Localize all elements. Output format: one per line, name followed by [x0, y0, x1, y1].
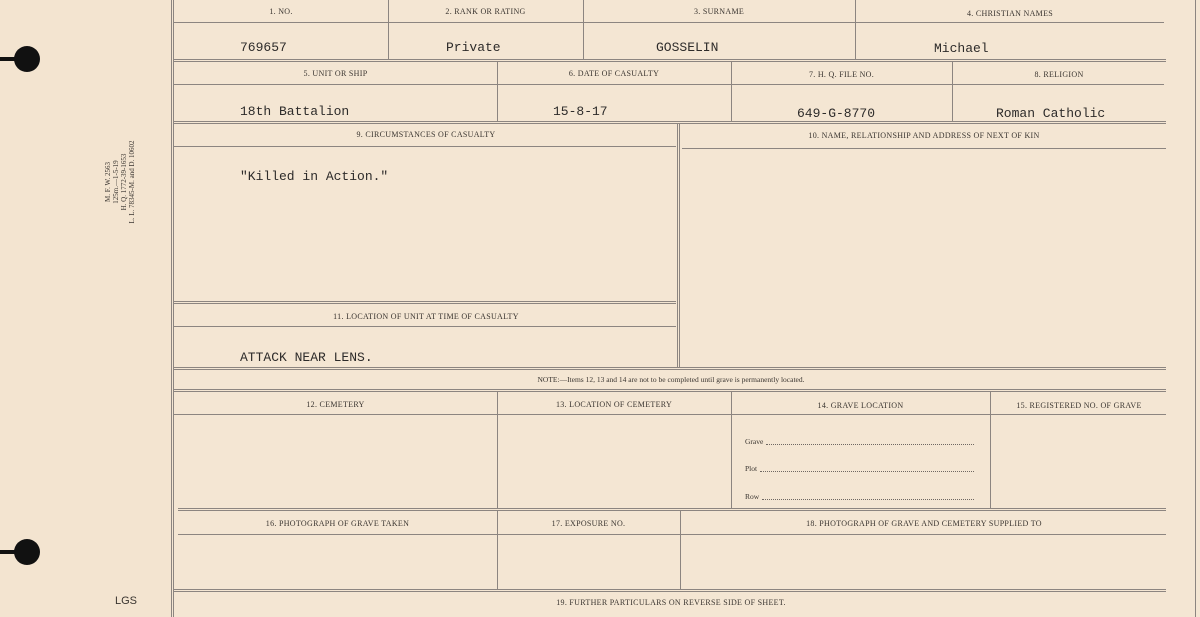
header-circumstances: 9. CIRCUMSTANCES OF CASUALTY	[356, 130, 496, 139]
punch-hole-top	[14, 46, 40, 72]
header-rank: 2. RANK OR RATING	[445, 7, 526, 16]
photo-divider-1	[497, 511, 498, 589]
form-print-code	[104, 132, 148, 232]
value-unit: 18th Battalion	[240, 104, 350, 119]
header-date-casualty: 6. DATE OF CASUALTY	[568, 69, 660, 78]
cemetery-divider-1	[497, 392, 498, 508]
value-date-casualty: 15-8-17	[553, 104, 608, 119]
row2-header-rule	[174, 84, 1164, 85]
header-photo-supplied: 18. PHOTOGRAPH OF GRAVE AND CEMETERY SUPPLIED TO	[806, 519, 1042, 528]
header-next-of-kin: 10. NAME, RELATIONSHIP AND ADDRESS OF NEXT OF KIN	[808, 131, 1040, 140]
header-registered-no: 15. REGISTERED NO. OF GRAVE	[1016, 401, 1142, 410]
value-surname: GOSSELIN	[656, 40, 719, 55]
kin-header-rule	[682, 148, 1166, 149]
header-unit: 5. UNIT OR SHIP	[303, 69, 368, 78]
header-cemetery: 12. CEMETERY	[306, 400, 365, 409]
value-regimental-no: 769657	[240, 40, 287, 55]
header-grave-location: 14. GRAVE LOCATION	[817, 401, 904, 410]
lgs-stamp: LGS	[115, 595, 138, 607]
row1-divider-3	[855, 0, 856, 59]
row2-divider-2	[731, 62, 732, 121]
value-christian-names: Michael	[934, 41, 989, 56]
note-bottom-rule	[174, 389, 1166, 392]
plot-entry-line	[760, 471, 974, 472]
frame-left-border	[171, 0, 174, 617]
header-hq-file: 7. H. Q. FILE NO.	[808, 70, 875, 79]
row2-bottom-rule	[174, 121, 1166, 124]
grave-label: Grave	[745, 437, 764, 446]
header-no: 1. NO.	[269, 7, 293, 16]
header-religion: 8. RELIGION	[1034, 70, 1084, 79]
value-circumstances: "Killed in Action."	[240, 169, 389, 184]
header-photo-taken: 16. PHOTOGRAPH OF GRAVE TAKEN	[265, 519, 410, 528]
note-top-rule	[174, 367, 1166, 370]
cemetery-divider-3	[990, 392, 991, 508]
plot-label: Plot	[745, 464, 758, 473]
photo-header-rule	[178, 534, 1166, 535]
header-surname: 3. SURNAME	[693, 7, 745, 16]
value-location-unit: ATTACK NEAR LENS.	[240, 350, 373, 365]
header-exposure: 17. EXPOSURE NO.	[551, 519, 626, 528]
cemetery-bottom-rule	[178, 508, 1166, 511]
row-label: Row	[745, 492, 760, 501]
print-code-line-1: M. F. W. 2563	[104, 162, 112, 202]
circumstances-header-rule	[174, 146, 676, 147]
cemetery-divider-2	[731, 392, 732, 508]
value-rank: Private	[446, 40, 501, 55]
circumstances-kin-divider	[677, 124, 680, 368]
value-hq-file: 649-G-8770	[797, 106, 876, 121]
row-entry-line	[762, 499, 974, 500]
row2-divider-3	[952, 62, 953, 121]
note-text: NOTE:—Items 12, 13 and 14 are not to be completed until grave is permanently located.	[537, 375, 805, 384]
header-christian-names: 4. CHRISTIAN NAMES	[966, 9, 1054, 18]
header-location-cemetery: 13. LOCATION OF CEMETERY	[555, 400, 673, 409]
location-header-rule	[174, 326, 676, 327]
card-margin	[0, 0, 172, 617]
frame-right-border	[1195, 0, 1196, 617]
print-code-line-4: L. L. 78345-M. and D. 10602	[128, 140, 136, 224]
photo-divider-2	[680, 511, 681, 589]
header-further-particulars: 19. FURTHER PARTICULARS ON REVERSE SIDE OF SHEET.	[556, 598, 786, 607]
grave-entry-line	[766, 444, 974, 445]
location-top-rule	[174, 301, 676, 304]
value-religion: Roman Catholic	[996, 106, 1106, 121]
further-top-rule	[174, 589, 1166, 592]
row2-divider-1	[497, 62, 498, 121]
cemetery-header-rule	[174, 414, 1166, 415]
header-location-unit: 11. LOCATION OF UNIT AT TIME OF CASUALTY	[333, 312, 519, 321]
print-code-line-2: 125m.—1-5-19	[112, 160, 120, 204]
row1-divider-1	[388, 0, 389, 59]
row1-divider-2	[583, 0, 584, 59]
print-code-line-3: H. Q. 1772-39-1653	[120, 153, 128, 211]
punch-hole-bottom	[14, 539, 40, 565]
row1-header-rule	[174, 22, 1164, 23]
row1-bottom-rule	[174, 59, 1166, 62]
